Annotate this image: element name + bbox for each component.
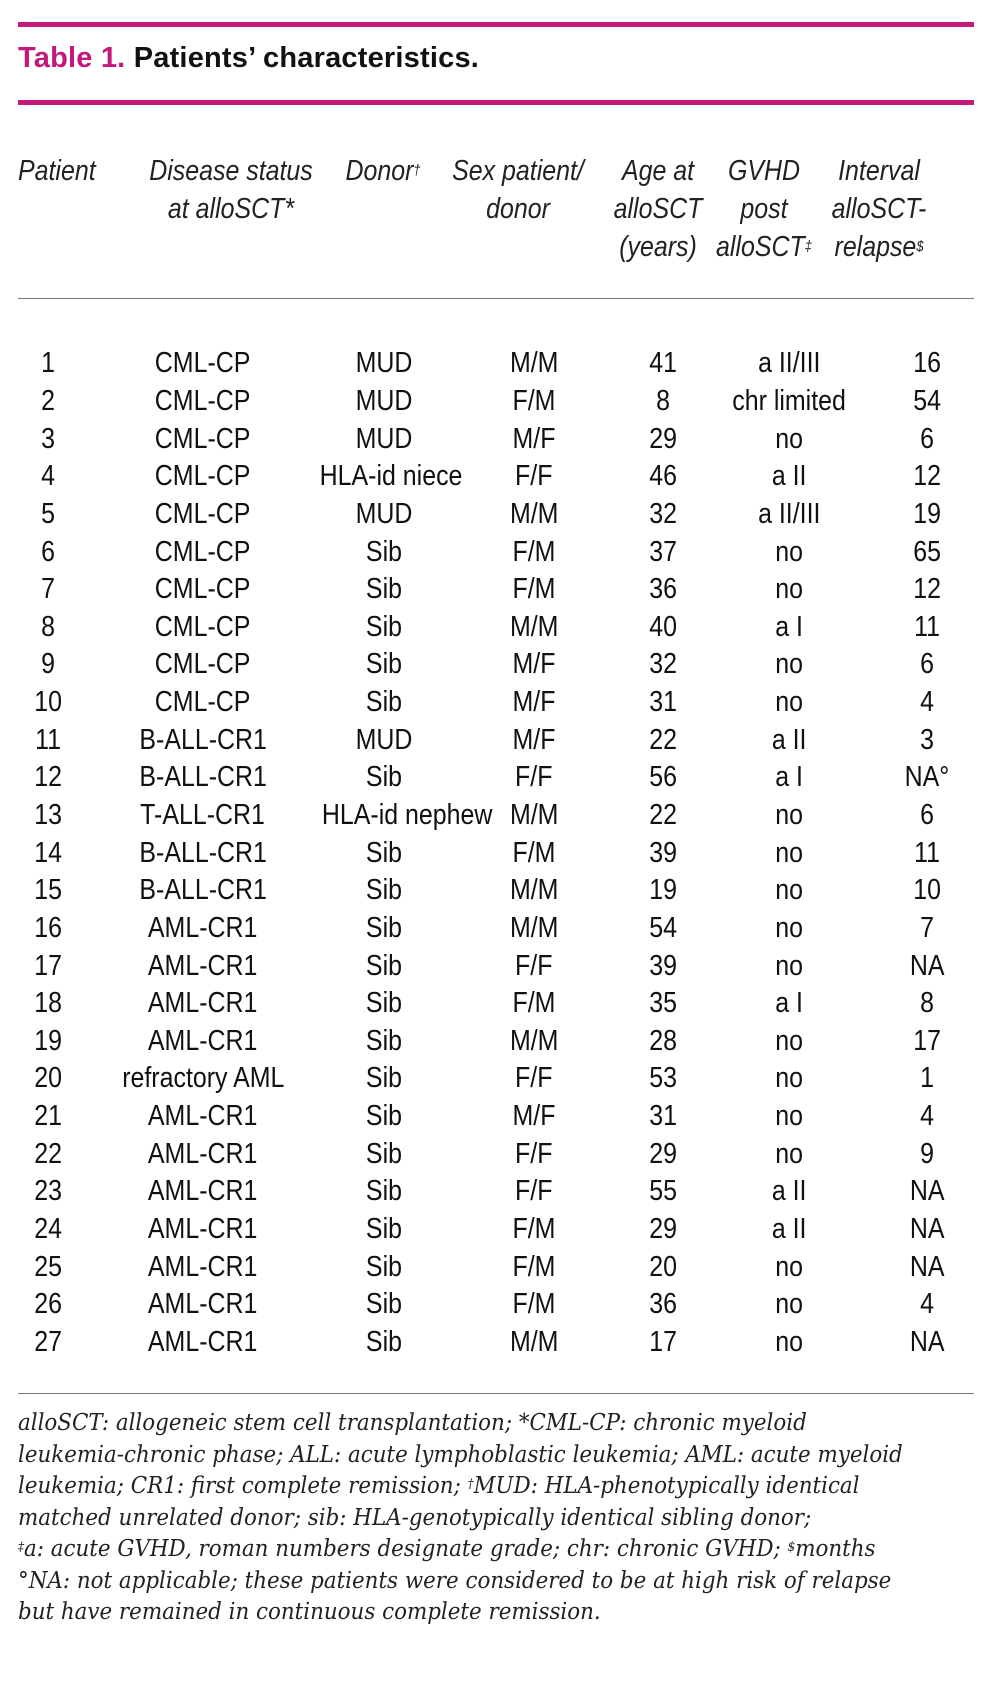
cell-interval: NA (909, 1175, 945, 1208)
cell-sex: F/M (512, 987, 556, 1020)
cell-interval: NA° (904, 761, 950, 794)
cell-gvhd: a II/III (757, 347, 821, 380)
header-disease-status: Disease status at alloSCT* (149, 155, 313, 225)
table-row (18, 1324, 992, 1362)
cell-interval: 4 (920, 1100, 934, 1133)
cell-age: 36 (649, 573, 677, 606)
cell-gvhd: no (775, 648, 803, 681)
cell-patient: 21 (34, 1100, 62, 1133)
table-row (18, 571, 992, 609)
table-row (18, 420, 992, 458)
cell-age: 35 (649, 987, 677, 1020)
header-patient: Patient (18, 155, 96, 187)
cell-patient: 11 (35, 723, 61, 756)
header-gvhd: GVHD post alloSCT‡ (716, 155, 812, 263)
cell-patient: 1 (41, 347, 55, 380)
cell-disease-status: AML-CR1 (148, 987, 258, 1020)
cell-interval: 6 (920, 799, 934, 831)
cell-sex: M/F (512, 422, 556, 455)
cell-gvhd: a I (775, 987, 803, 1020)
header-interval: Interval alloSCT- relapse$ (831, 155, 927, 263)
cell-disease-status: B-ALL-CR1 (139, 874, 267, 907)
cell-interval: 7 (920, 911, 934, 944)
cell-interval: NA (909, 949, 945, 982)
cell-sex: F/M (512, 1250, 556, 1283)
cell-age: 41 (649, 347, 677, 380)
cell-patient: 3 (41, 422, 55, 455)
table-row (18, 1211, 992, 1249)
table-row (18, 947, 992, 985)
cell-donor: HLA-id niece (319, 460, 463, 493)
table-caption: Patients’ characteristics. (133, 42, 480, 74)
cell-patient: 15 (34, 874, 62, 907)
cell-sex: M/M (509, 1325, 559, 1358)
cell-patient: 19 (34, 1024, 62, 1057)
cell-disease-status: AML-CR1 (148, 1213, 258, 1246)
cell-gvhd: no (775, 911, 803, 944)
cell-donor: Sib (365, 911, 403, 944)
cell-sex: F/F (515, 761, 553, 794)
cell-interval: 3 (920, 723, 934, 756)
cell-age: 29 (649, 1213, 677, 1246)
header-sex: Sex patient/ donor (452, 155, 584, 225)
cell-patient: 22 (34, 1137, 62, 1170)
cell-sex: M/M (509, 799, 559, 831)
cell-disease-status: AML-CR1 (148, 1100, 258, 1133)
table-row (18, 1286, 992, 1324)
footnote-line: leukemia-chronic phase; ALL: acute lymphoblastic leukemia; AML: acute myeloid (18, 1441, 903, 1468)
cell-donor: Sib (365, 1175, 403, 1208)
cell-disease-status: AML-CR1 (148, 949, 258, 982)
cell-gvhd: no (775, 836, 803, 869)
cell-donor: MUD (355, 497, 413, 530)
cell-donor: Sib (365, 535, 403, 568)
cell-donor: Sib (365, 610, 403, 643)
table-row (18, 1023, 992, 1061)
cell-gvhd: no (775, 1288, 803, 1321)
table-row (18, 1060, 992, 1098)
cell-interval: NA (909, 1213, 945, 1246)
patients-table (18, 345, 992, 1361)
cell-disease-status: CML-CP (155, 535, 251, 568)
table-row (18, 1173, 992, 1211)
cell-interval: 10 (913, 874, 941, 907)
cell-patient: 6 (41, 535, 55, 568)
cell-donor: HLA-id nephew (321, 799, 493, 831)
table-row (18, 721, 992, 759)
cell-sex: F/M (512, 1213, 556, 1246)
cell-sex: M/F (512, 686, 556, 719)
cell-gvhd: no (775, 686, 803, 719)
cell-interval: 17 (913, 1024, 941, 1057)
cell-donor: Sib (365, 573, 403, 606)
cell-interval: 6 (920, 648, 934, 681)
table-row (18, 985, 992, 1023)
table-row (18, 1135, 992, 1173)
cell-patient: 13 (34, 799, 62, 831)
cell-disease-status: B-ALL-CR1 (139, 761, 267, 794)
cell-age: 19 (649, 874, 677, 907)
cell-interval: 9 (920, 1137, 934, 1170)
cell-disease-status: CML-CP (155, 347, 251, 380)
cell-patient: 5 (41, 497, 55, 530)
table-row (18, 872, 992, 910)
cell-age: 39 (649, 949, 677, 982)
cell-disease-status: AML-CR1 (148, 1175, 258, 1208)
cell-gvhd: no (775, 422, 803, 455)
cell-gvhd: chr limited (732, 384, 846, 417)
cell-sex: F/M (512, 384, 556, 417)
cell-patient: 18 (34, 987, 62, 1020)
table-row (18, 383, 992, 421)
footnote-line: alloSCT: allogeneic stem cell transplantation; *CML-CP: chronic myeloid (18, 1410, 807, 1436)
table-label: Table 1. (18, 42, 126, 74)
cell-disease-status: refractory AML (121, 1062, 285, 1095)
cell-sex: F/M (512, 836, 556, 869)
cell-disease-status: AML-CR1 (148, 1250, 258, 1283)
cell-disease-status: CML-CP (155, 686, 251, 719)
cell-donor: Sib (365, 987, 403, 1020)
cell-patient: 4 (41, 460, 55, 493)
table-row (18, 458, 992, 496)
cell-sex: M/F (512, 1100, 556, 1133)
cell-disease-status: AML-CR1 (148, 911, 258, 944)
table-row (18, 533, 992, 571)
table-row (18, 910, 992, 948)
table-row (18, 759, 992, 797)
table-row (18, 834, 992, 872)
table-row (18, 797, 992, 835)
cell-sex: M/M (509, 911, 559, 944)
cell-sex: M/M (509, 610, 559, 643)
cell-age: 28 (649, 1024, 677, 1057)
cell-interval: 11 (914, 836, 940, 869)
cell-interval: 6 (920, 422, 934, 455)
cell-donor: Sib (365, 949, 403, 982)
cell-donor: Sib (365, 648, 403, 681)
cell-donor: MUD (355, 723, 413, 756)
cell-donor: Sib (365, 1213, 403, 1246)
footnote-line: leukemia; CR1: first complete remission; †MUD: HLA-phenotypically identical (18, 1473, 860, 1499)
cell-sex: M/M (509, 497, 559, 530)
cell-disease-status: CML-CP (155, 497, 251, 530)
cell-interval: NA (909, 1250, 945, 1283)
cell-sex: F/M (512, 535, 556, 568)
cell-age: 31 (649, 686, 677, 719)
cell-age: 36 (649, 1288, 677, 1321)
cell-age: 22 (649, 799, 677, 831)
table-body (18, 345, 992, 1361)
cell-age: 37 (649, 535, 677, 568)
cell-interval: 4 (920, 686, 934, 719)
cell-age: 17 (649, 1325, 677, 1358)
cell-gvhd: a II/III (757, 497, 821, 530)
cell-donor: Sib (365, 1100, 403, 1133)
cell-interval: 11 (914, 610, 940, 643)
cell-gvhd: a I (775, 610, 803, 643)
cell-age: 32 (649, 497, 677, 530)
header-donor: Donor† (345, 155, 421, 187)
cell-age: 8 (656, 384, 670, 417)
cell-patient: 12 (34, 761, 62, 794)
cell-interval: 4 (920, 1288, 934, 1321)
cell-gvhd: no (775, 573, 803, 606)
cell-disease-status: CML-CP (155, 648, 251, 681)
table-row (18, 646, 992, 684)
cell-interval: 8 (920, 987, 934, 1020)
cell-donor: Sib (365, 836, 403, 869)
cell-donor: Sib (365, 1062, 403, 1095)
cell-interval: 19 (913, 497, 941, 530)
cell-interval: 12 (913, 573, 941, 606)
cell-disease-status: CML-CP (155, 610, 251, 643)
cell-gvhd: a II (771, 1213, 807, 1246)
table-title (18, 42, 479, 75)
cell-disease-status: AML-CR1 (148, 1024, 258, 1057)
header-age: Age at alloSCT (years) (613, 155, 703, 263)
cell-interval: 1 (920, 1062, 934, 1095)
cell-disease-status: T-ALL-CR1 (140, 799, 266, 831)
table-row (18, 496, 992, 534)
cell-sex: M/F (512, 723, 556, 756)
cell-interval: 12 (913, 460, 941, 493)
cell-patient: 24 (34, 1213, 62, 1246)
cell-gvhd: a II (771, 723, 807, 756)
cell-gvhd: no (775, 1137, 803, 1170)
cell-disease-status: CML-CP (155, 422, 251, 455)
cell-age: 20 (649, 1250, 677, 1283)
cell-gvhd: no (775, 1100, 803, 1133)
cell-sex: F/F (515, 1062, 553, 1095)
cell-disease-status: B-ALL-CR1 (139, 836, 267, 869)
table-row (18, 345, 992, 383)
top-rule (18, 22, 974, 27)
cell-interval: 54 (913, 384, 941, 417)
cell-patient: 27 (34, 1325, 62, 1358)
title-rule (18, 100, 974, 105)
cell-patient: 17 (34, 949, 62, 982)
cell-patient: 25 (34, 1250, 62, 1283)
footnote-line: °NA: not applicable; these patients were considered to be at high risk of relapse (18, 1567, 892, 1594)
footnote-line: matched unrelated donor; sib: HLA-genotypically identical sibling donor; (18, 1504, 812, 1531)
cell-patient: 10 (34, 686, 62, 719)
cell-sex: F/M (512, 573, 556, 606)
cell-age: 22 (649, 723, 677, 756)
cell-sex: M/F (512, 648, 556, 681)
cell-donor: MUD (355, 422, 413, 455)
cell-patient: 14 (34, 836, 62, 869)
footnote (18, 1408, 974, 1629)
cell-patient: 8 (41, 610, 55, 643)
cell-age: 32 (649, 648, 677, 681)
cell-donor: Sib (365, 874, 403, 907)
cell-donor: MUD (355, 384, 413, 417)
cell-interval: 65 (913, 535, 941, 568)
table-row (18, 1098, 992, 1136)
cell-age: 39 (649, 836, 677, 869)
cell-disease-status: B-ALL-CR1 (139, 723, 267, 756)
cell-age: 29 (649, 1137, 677, 1170)
cell-disease-status: CML-CP (155, 573, 251, 606)
cell-disease-status: AML-CR1 (148, 1137, 258, 1170)
cell-gvhd: no (775, 949, 803, 982)
cell-age: 55 (649, 1175, 677, 1208)
cell-gvhd: a II (771, 460, 807, 493)
cell-gvhd: no (775, 1024, 803, 1057)
cell-sex: M/M (509, 347, 559, 380)
table-row (18, 684, 992, 722)
cell-donor: Sib (365, 1137, 403, 1170)
table-header (18, 152, 974, 302)
cell-donor: MUD (355, 347, 413, 380)
cell-gvhd: no (775, 1250, 803, 1283)
cell-donor: Sib (365, 761, 403, 794)
cell-age: 31 (649, 1100, 677, 1133)
cell-patient: 7 (41, 573, 55, 606)
cell-donor: Sib (365, 1250, 403, 1283)
cell-sex: F/F (515, 1175, 553, 1208)
cell-sex: M/M (509, 1024, 559, 1057)
cell-gvhd: no (775, 799, 803, 831)
table-row (18, 608, 992, 646)
cell-donor: Sib (365, 1288, 403, 1321)
cell-gvhd: a I (775, 761, 803, 794)
table-document (18, 0, 974, 1692)
cell-age: 56 (649, 761, 677, 794)
cell-disease-status: CML-CP (155, 384, 251, 417)
cell-gvhd: no (775, 874, 803, 907)
cell-sex: F/F (515, 1137, 553, 1170)
cell-gvhd: no (775, 1062, 803, 1095)
cell-gvhd: no (775, 535, 803, 568)
cell-donor: Sib (365, 686, 403, 719)
cell-sex: F/F (515, 460, 553, 493)
cell-disease-status: AML-CR1 (148, 1325, 258, 1358)
footer-rule (18, 1393, 974, 1394)
table-row (18, 1248, 992, 1286)
cell-sex: M/M (509, 874, 559, 907)
cell-disease-status: CML-CP (155, 460, 251, 493)
cell-patient: 26 (34, 1288, 62, 1321)
cell-patient: 20 (34, 1062, 62, 1095)
cell-interval: NA (909, 1325, 945, 1358)
cell-gvhd: a II (771, 1175, 807, 1208)
cell-interval: 16 (913, 347, 941, 380)
cell-patient: 2 (41, 384, 55, 417)
cell-age: 46 (649, 460, 677, 493)
cell-donor: Sib (365, 1325, 403, 1358)
cell-sex: F/F (515, 949, 553, 982)
cell-sex: F/M (512, 1288, 556, 1321)
header-rule (18, 298, 974, 299)
cell-patient: 23 (34, 1175, 62, 1208)
footnote-line: but have remained in continuous complete remission. (18, 1599, 601, 1625)
cell-patient: 9 (41, 648, 55, 681)
cell-gvhd: no (775, 1325, 803, 1358)
cell-donor: Sib (365, 1024, 403, 1057)
cell-disease-status: AML-CR1 (148, 1288, 258, 1321)
cell-age: 53 (649, 1062, 677, 1095)
cell-patient: 16 (34, 911, 62, 944)
cell-age: 29 (649, 422, 677, 455)
cell-age: 54 (649, 911, 677, 944)
cell-age: 40 (649, 610, 677, 643)
footnote-line: ‡a: acute GVHD, roman numbers designate grade; chr: chronic GVHD; $months (18, 1536, 876, 1562)
